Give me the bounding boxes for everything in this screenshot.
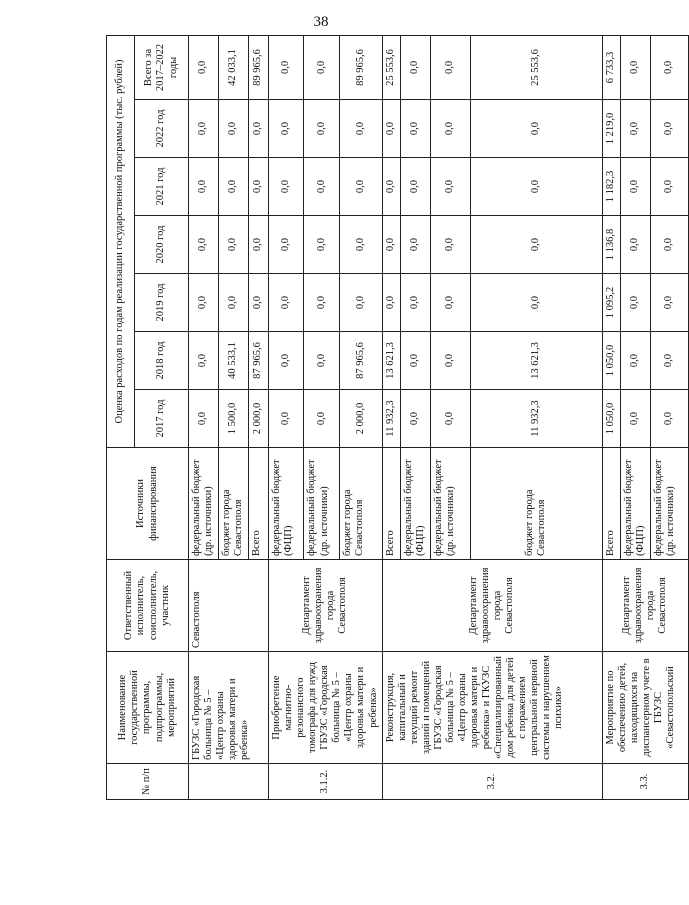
cell-value: 11 932,3 xyxy=(382,390,400,448)
header-year: 2017 год xyxy=(135,390,189,448)
cell-value: 11 932,3 xyxy=(470,390,602,448)
cell-executor: Департамент здравоохранения города Севастополя xyxy=(382,560,602,652)
table-row xyxy=(602,35,620,799)
cell-value: 0,0 xyxy=(269,158,304,216)
cell-value: 0,0 xyxy=(249,100,269,158)
cell-value: 25 553,6 xyxy=(470,35,602,99)
cell-executor: Департамент здравоохранения города Севастополя xyxy=(602,560,688,652)
cell-value: 0,0 xyxy=(382,158,400,216)
cell-value: 0,0 xyxy=(382,216,400,274)
table-row xyxy=(382,35,400,799)
header-year: 2018 год xyxy=(135,332,189,390)
cell-source: федеральный бюджет (ФЦП) xyxy=(269,448,304,560)
cell-value: 0,0 xyxy=(219,100,249,158)
cell-value: 0,0 xyxy=(269,35,304,99)
cell-value: 0,0 xyxy=(339,274,382,332)
cell-value: 0,0 xyxy=(269,100,304,158)
header-no: № п/п xyxy=(107,764,189,800)
cell-value: 0,0 xyxy=(650,332,688,390)
cell-value: 0,0 xyxy=(189,274,219,332)
cell-value: 0,0 xyxy=(189,390,219,448)
cell-value: 0,0 xyxy=(470,274,602,332)
cell-name: Мероприятие по обеспечению детей, находящихся на диспансерном учете в ГБУЗС «Севастопольский xyxy=(602,652,688,764)
header-year: 2021 год xyxy=(135,158,189,216)
cell-value: 42 033,1 xyxy=(219,35,249,99)
cell-value: 0,0 xyxy=(339,216,382,274)
cell-value: 40 533,1 xyxy=(219,332,249,390)
table-row xyxy=(189,35,219,799)
cell-value: 0,0 xyxy=(430,35,470,99)
cell-no: 3.2. xyxy=(382,764,602,800)
cell-value: 0,0 xyxy=(650,274,688,332)
cell-value: 89 965,6 xyxy=(249,35,269,99)
cell-value: 0,0 xyxy=(219,274,249,332)
cell-value: 0,0 xyxy=(430,332,470,390)
cell-value: 0,0 xyxy=(620,332,650,390)
cell-source: Всего xyxy=(249,448,269,560)
cell-source: федеральный бюджет (др. источники) xyxy=(650,448,688,560)
cell-value: 1 050,0 xyxy=(602,332,620,390)
cell-value: 0,0 xyxy=(650,216,688,274)
cell-source: бюджет города Севастополя xyxy=(219,448,249,560)
cell-value: 0,0 xyxy=(400,216,430,274)
cell-value: 0,0 xyxy=(400,274,430,332)
cell-value: 89 965,6 xyxy=(339,35,382,99)
cell-value: 0,0 xyxy=(339,158,382,216)
cell-source: Всего xyxy=(382,448,400,560)
cell-value: 0,0 xyxy=(430,390,470,448)
cell-value: 0,0 xyxy=(650,390,688,448)
cell-value: 2 000,0 xyxy=(339,390,382,448)
cell-no: 3.3. xyxy=(602,764,688,800)
cell-value: 0,0 xyxy=(620,274,650,332)
cell-value: 0,0 xyxy=(189,216,219,274)
cell-value: 0,0 xyxy=(382,274,400,332)
cell-value: 87 965,6 xyxy=(339,332,382,390)
cell-value: 0,0 xyxy=(620,216,650,274)
cell-value: 0,0 xyxy=(470,100,602,158)
header-source: Источники финансирования xyxy=(107,448,189,560)
cell-value: 0,0 xyxy=(304,35,339,99)
header-year: 2019 год xyxy=(135,274,189,332)
cell-value: 0,0 xyxy=(620,35,650,99)
cell-source: бюджет города Севастополя xyxy=(339,448,382,560)
cell-value: 1 050,0 xyxy=(602,390,620,448)
header-year: 2022 год xyxy=(135,100,189,158)
cell-value: 0,0 xyxy=(430,100,470,158)
cell-value: 0,0 xyxy=(304,100,339,158)
cell-source: федеральный бюджет (др. источники) xyxy=(304,448,339,560)
cell-value: 1 095,2 xyxy=(602,274,620,332)
cell-value: 0,0 xyxy=(650,35,688,99)
cell-value: 0,0 xyxy=(430,158,470,216)
cell-value: 0,0 xyxy=(339,100,382,158)
cell-value: 6 733,3 xyxy=(602,35,620,99)
header-total: Всего за 2017–2022 годы xyxy=(135,35,189,99)
cell-value: 0,0 xyxy=(269,390,304,448)
cell-value: 0,0 xyxy=(400,158,430,216)
cell-value: 87 965,6 xyxy=(249,332,269,390)
header-name: Наименование государственной программы, подпрограммы, мероприятий xyxy=(107,652,189,764)
cell-value: 0,0 xyxy=(304,332,339,390)
cell-value: 0,0 xyxy=(620,158,650,216)
budget-table xyxy=(106,35,689,800)
cell-value: 0,0 xyxy=(269,216,304,274)
cell-value: 0,0 xyxy=(189,158,219,216)
table-row xyxy=(269,35,304,799)
cell-value: 0,0 xyxy=(269,332,304,390)
cell-value: 1 182,3 xyxy=(602,158,620,216)
cell-value: 0,0 xyxy=(430,274,470,332)
cell-value: 0,0 xyxy=(304,390,339,448)
cell-name: Приобретение магнитно-резонансного томографа для нужд ГБУЗС «Городская больница № 5 – «Центр охраны здоровья матери и ребенка» xyxy=(269,652,383,764)
cell-value: 2 000,0 xyxy=(249,390,269,448)
cell-name: Реконструкция, капитальный и текущий ремонт зданий и помещений ГБУЗС «Городская больница № 5 – «Центр охраны здоровья матери и ребенка» и ГКУЗС «Специализированный дом ребенка для детей с поражением центральной нервной системы и нарушением психики» xyxy=(382,652,602,764)
cell-value: 0,0 xyxy=(620,390,650,448)
cell-value: 0,0 xyxy=(304,216,339,274)
rotated-table-area xyxy=(106,36,676,800)
cell-value: 0,0 xyxy=(400,35,430,99)
cell-value: 0,0 xyxy=(400,100,430,158)
header-estimate: Оценка расходов по годам реализации государственной программы (тыс. рублей) xyxy=(107,35,135,447)
cell-value: 0,0 xyxy=(620,100,650,158)
cell-value: 0,0 xyxy=(189,100,219,158)
cell-source: федеральный бюджет (ФЦП) xyxy=(400,448,430,560)
cell-value: 0,0 xyxy=(470,158,602,216)
cell-no xyxy=(189,764,269,800)
cell-value: 13 621,3 xyxy=(382,332,400,390)
cell-value: 1 500,0 xyxy=(219,390,249,448)
header-executor: Ответственный исполнитель, соисполнитель, участник xyxy=(107,560,189,652)
cell-value: 0,0 xyxy=(219,158,249,216)
cell-source: федеральный бюджет (др. источники) xyxy=(430,448,470,560)
cell-no: 3.1.2. xyxy=(269,764,383,800)
cell-value: 0,0 xyxy=(189,332,219,390)
header-year: 2020 год xyxy=(135,216,189,274)
cell-executor: Департамент здравоохранения города Севастополя xyxy=(269,560,383,652)
cell-source: Всего xyxy=(602,448,620,560)
cell-value: 0,0 xyxy=(269,274,304,332)
cell-value: 0,0 xyxy=(650,100,688,158)
cell-value: 0,0 xyxy=(400,390,430,448)
cell-source: бюджет города Севастополя xyxy=(470,448,602,560)
cell-value: 0,0 xyxy=(249,274,269,332)
cell-executor: Севастополя xyxy=(189,560,269,652)
cell-value: 13 621,3 xyxy=(470,332,602,390)
landscape-content xyxy=(106,36,676,800)
cell-value: 25 553,6 xyxy=(382,35,400,99)
cell-value: 0,0 xyxy=(304,158,339,216)
cell-value: 0,0 xyxy=(304,274,339,332)
cell-value: 0,0 xyxy=(189,35,219,99)
cell-value: 1 219,0 xyxy=(602,100,620,158)
cell-value: 0,0 xyxy=(470,216,602,274)
page-number: 38 xyxy=(313,14,329,30)
cell-value: 0,0 xyxy=(400,332,430,390)
cell-value: 0,0 xyxy=(650,158,688,216)
cell-value: 0,0 xyxy=(219,216,249,274)
cell-value: 0,0 xyxy=(382,100,400,158)
cell-source: федеральный бюджет (др. источники) xyxy=(189,448,219,560)
cell-value: 1 136,8 xyxy=(602,216,620,274)
cell-source: федеральный бюджет (ФЦП) xyxy=(620,448,650,560)
cell-name: ГБУЗС «Городская больница № 5 – «Центр охраны здоровья матери и ребенка» xyxy=(189,652,269,764)
cell-value: 0,0 xyxy=(249,158,269,216)
cell-value: 0,0 xyxy=(430,216,470,274)
cell-value: 0,0 xyxy=(249,216,269,274)
